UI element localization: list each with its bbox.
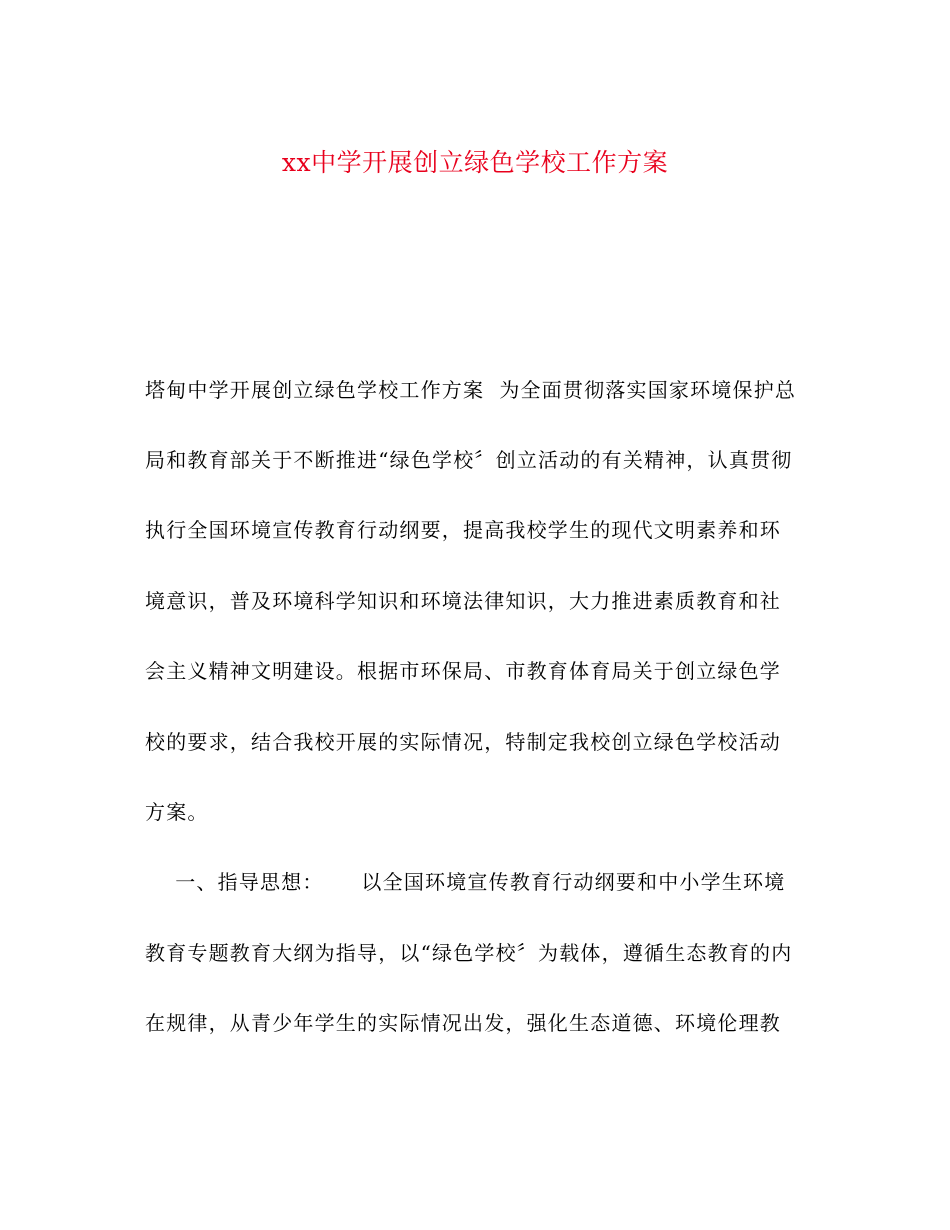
body-line: 境意识，普及环境科学知识和环境法律知识，大力推进素质教育和社 xyxy=(145,589,781,613)
body-line: 执行全国环境宣传教育行动纲要，提高我校学生的现代文明素养和环 xyxy=(145,518,781,542)
body-line: 会主义精神文明建设。根据市环保局、市教育体育局关于创立绿色学 xyxy=(145,659,781,683)
body-line: 塔甸中学开展创立绿色学校工作方案 为全面贯彻落实国家环境保护总 xyxy=(145,378,797,402)
document-title: xx中学开展创立绿色学校工作方案 xyxy=(281,148,669,177)
body-line: 校的要求，结合我校开展的实际情况，特制定我校创立绿色学校活动 xyxy=(145,730,781,754)
body-line: 在规律，从青少年学生的实际情况出发，强化生态道德、环境伦理教 xyxy=(145,1011,781,1035)
body-line: 方案。 xyxy=(145,800,209,824)
body-line: 一、指导思想： 以全国环境宣传教育行动纲要和中小学生环境 xyxy=(145,870,786,894)
body-line: 局和教育部关于不断推进“绿色学校〞创立活动的有关精神，认真贯彻 xyxy=(145,448,793,472)
body-line: 教育专题教育大纲为指导，以“绿色学校〞为载体，遵循生态教育的内 xyxy=(145,941,793,965)
